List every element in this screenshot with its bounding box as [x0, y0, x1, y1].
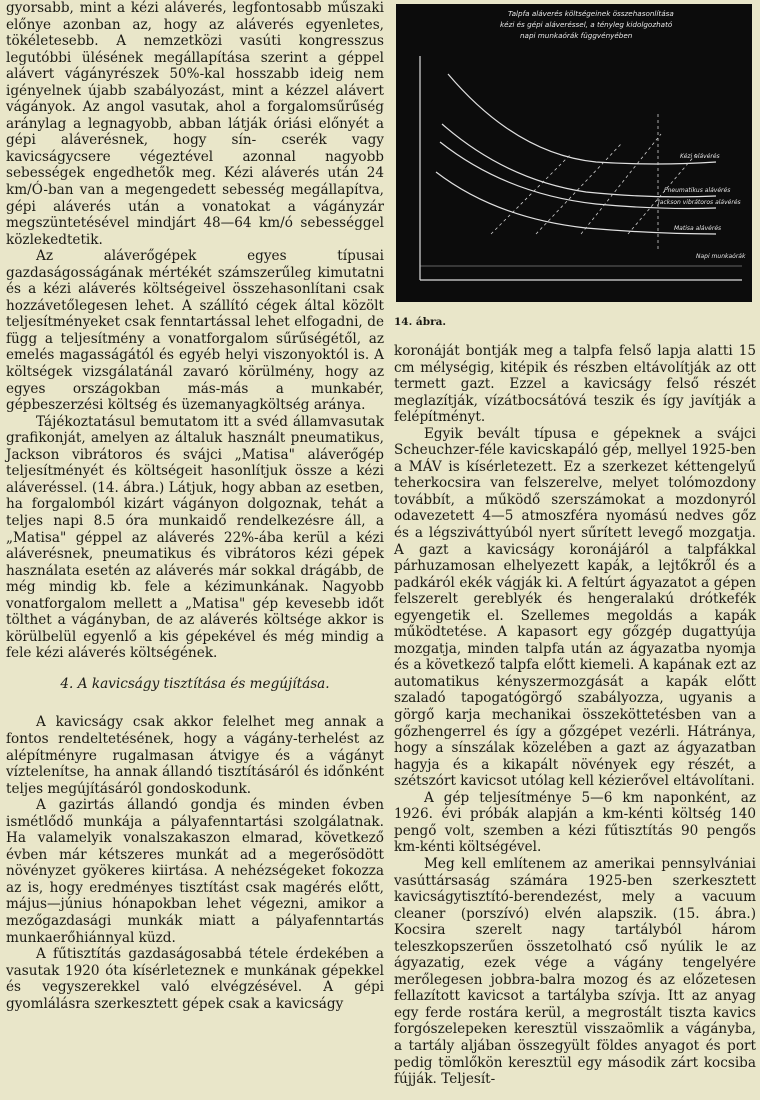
figure-14-chart — [396, 4, 752, 302]
curve-kezi — [448, 74, 716, 164]
chart-title-line-1: Talpfa aláverés költségeinek összehasonlítása — [508, 9, 674, 18]
label-matisa: Matisa alávérés — [674, 225, 722, 232]
chart-title-line-2: kézi és gépi aláveréssel, a tényleg kidolgozható — [500, 20, 673, 29]
dashed-line-2 — [536, 144, 621, 234]
right-column — [394, 343, 756, 1088]
right-paragraph-2: Egyik bevált típusa e gépeknek a svájci Scheuchzer-féle kavicskapáló gép, mellyel 1925-ben a MÁV is kísérletezett. Ez a szerkezet kéttengelyű teherkocsira van felszerelve, melyet tolómozdony továbbít, a működő szerszámokat a mozdonyról odavezetett 4—5 atmoszféra nyomású nedves gőz és a légsziváttyúból nyert sűrített levegő mozgatja. A gazt a kavicságy koronájáról a talpfákkal párhuzamosan elhelyezett kapák, a lejtőkről és a padkáról ekék vágják ki. A feltúrt ágyazatot a gépen felszerelt gereblyék és hengeralakú drótkefék egyengetik el. Szellemes megoldás a kapák működtetése. A kapasort egy gőzgép dugattyúja mozgatja, minden talpfa után az ágyazatba nyomja és a következő talpfa előtt kiemeli. A kapának ezt az automatikus kényszermozgását a kapák előtt szaladó tapogatógörgő szabályozza, ugyanis a görgő karja mechanikai összeköttetésben van a gőzhengerrel és így a gőzgépet vezérli. Hátránya, hogy a sínszálak közelében a gazt az ágyazatban hagyja és a kikapált növények egy részét, a szétszórt kavicsot utólag kell kézierővel eltávolítani. — [394, 425, 756, 790]
right-paragraph-3: A gép teljesítménye 5—6 km naponként, az 1926. évi próbák alapján a km-kénti költség 140 pengő volt, szemben a kézi fűtisztítás 90 pengős km-kénti költségével. — [394, 789, 756, 856]
left-paragraph-3: Tájékoztatásul bemutatom itt a svéd államvasutak grafikonját, amelyen az általuk használt pneumatikus, Jackson vibrátoros és svájci „Matisa" aláverőgép teljesítményét és költségeit hasonlítjuk össze a kézi aláveréssel. (14. ábra.) Látjuk, hogy abban az esetben, ha forgalomból kizárt vágányon dolgoznak, tehát a teljes napi 8.5 óra munkaidő rendelkezésre áll, a „Matisa" géppel az aláverés 22%-ába kerül a kézi aláverésnek, pneumatikus és vibrátoros kézi gépek használata esetén az aláverés már sokkal drágább, de még mindig kb. fele a kézimunkának. Nagyobb vonatforgalom mellett a „Matisa" gép kevesebb időt tölthet a vágányban, de az aláverés költsége akkor is körülbelül egyenlő a kis gépekével és még mindig a fele kézi aláverés költségének. — [6, 413, 384, 662]
left-paragraph-5: A gazirtás állandó gondja és minden évben ismétlődő munkája a pályafenntartási szolgálatnak. Ha valamelyik vonalszakaszon elmarad, következő évben már kétszeres munkát ad a megerősödött növényzet gyökeres kiirtása. A nehézségeket fokozza az is, hogy eredményes tisztítást csak magérés előtt, május—június hónapokban lehet végezni, amikor a mezőgazdasági munkák miatt a pályafenntartás munkaerőhiánnyal küzd. — [6, 797, 384, 946]
left-paragraph-6: A fűtisztítás gazdaságosabbá tétele érdekében a vasutak 1920 óta kísérleteznek e munkának gépekkel és vegyszerekkel való elvégzésével. A gépi gyomlálásra szerkesztett gépek csak a kavicságy — [6, 946, 384, 1012]
right-paragraph-1: koronáját bontják meg a talpfa felső lapja alatti 15 cm mélységig, kitépik és részben eltávolítják az ott termett gazt. Ezzel a kavicságy felső részét meglazítják, vízátbocsátóvá teszik és így javítják a felépítményt. — [394, 343, 756, 426]
label-pneumatic: Pneumatikus alávérés — [664, 187, 731, 194]
section-heading: 4. A kavicságy tisztítása és megújítása. — [60, 675, 330, 692]
left-paragraph-1: gyorsabb, mint a kézi aláverés, legfontosabb műszaki előnye azonban az, hogy az aláverés egyenletes, tökéletesebb. A nemzetközi vasúti kongresszus legutóbbi ülésének megállapítása szerint a géppel alávert vágányrészek 50%-kal hosszabb ideig nem igényelnek újabb szabályozást, mint a kézzel alávert vágányok. Az angol vasutak, ahol a forgalomsűrűség aránylag a legnagyobb, abban látják óriási előnyét a gépi aláverésnek, hogy sín- cserék vagy kavicságycsere végeztével azonnal nagyobb sebességek engedhetők meg. Kézi aláverés után 24 km/Ó-ban van a megengedett sebesség megállapítva, gépi aláverés után a vonatokat a vágányzár megszüntetésével mindjárt 48—64 km/ó sebességgel közlekedtetik. — [6, 0, 384, 248]
label-kezi: Kézi alávérés — [680, 153, 720, 160]
figure-caption: 14. ábra. — [394, 316, 447, 328]
right-paragraph-4: Meg kell említenem az amerikai pennsylvániai vasúttársaság számára 1925-ben szerkesztett kavicságytisztító-berendezést, mely a vacuum cleaner (porszívó) elvén alapszik. (15. ábra.) Kocsira szerelt nagy tartályból három teleszkopszerűen összetolható cső nyúlik le az ágyazatig, ezek vége a vágány tengelyére merőlegesen jobbra-balra mozog és az előzetesen fellazított kavicsot a tartályba szívja. Itt az anyag egy ferde rostára kerül, a megrostált tiszta kavics forgószelepeken keresztül visszaömlik a vágányba, a tartály aljában összegyült földes anyagot és port pedig tömlőkön keresztül egy második zárt kocsiba fújják. Teljesít- — [394, 855, 756, 1088]
chart-svg — [396, 4, 752, 302]
left-column — [6, 0, 384, 1012]
left-paragraph-4: A kavicságy csak akkor felelhet meg annak a fontos rendeltetésének, hogy a vágány-terhelést az alépítményre rugalmasan átvigye és a vágányt víztelenítse, ha annak állandó tisztításáról és időnként teljes megújításáról gondoskodunk. — [6, 714, 384, 797]
chart-title-line-3: napi munkaórák függvényében — [520, 31, 633, 40]
dashed-line-4 — [628, 154, 696, 234]
dashed-line-3 — [581, 134, 661, 234]
left-paragraph-2: Az aláverőgépek egyes típusai gazdaságosságának mértékét számszerűleg kimutatni és a kézi aláverés költségeivel összehasonlítani csak hozzávetőlegesen lehet. A szállító cégek által közölt teljesítményeket csak fenntartással lehet elfogadni, de függ a teljesítmény a vonatforgalom sűrűségétől, az emelés magasságától és egyéb helyi viszonyoktól is. A költségek vizsgálatánál zavaró körülmény, hogy az egyes országokban más-más a munkabér, gépbeszerzési költség és üzemanyagköltség aránya. — [6, 248, 384, 414]
label-jackson: Jackson vibrátoros alávérés — [658, 199, 741, 206]
label-napi: Napi munkaórák — [696, 253, 746, 260]
curve-pneumatic — [442, 124, 716, 197]
